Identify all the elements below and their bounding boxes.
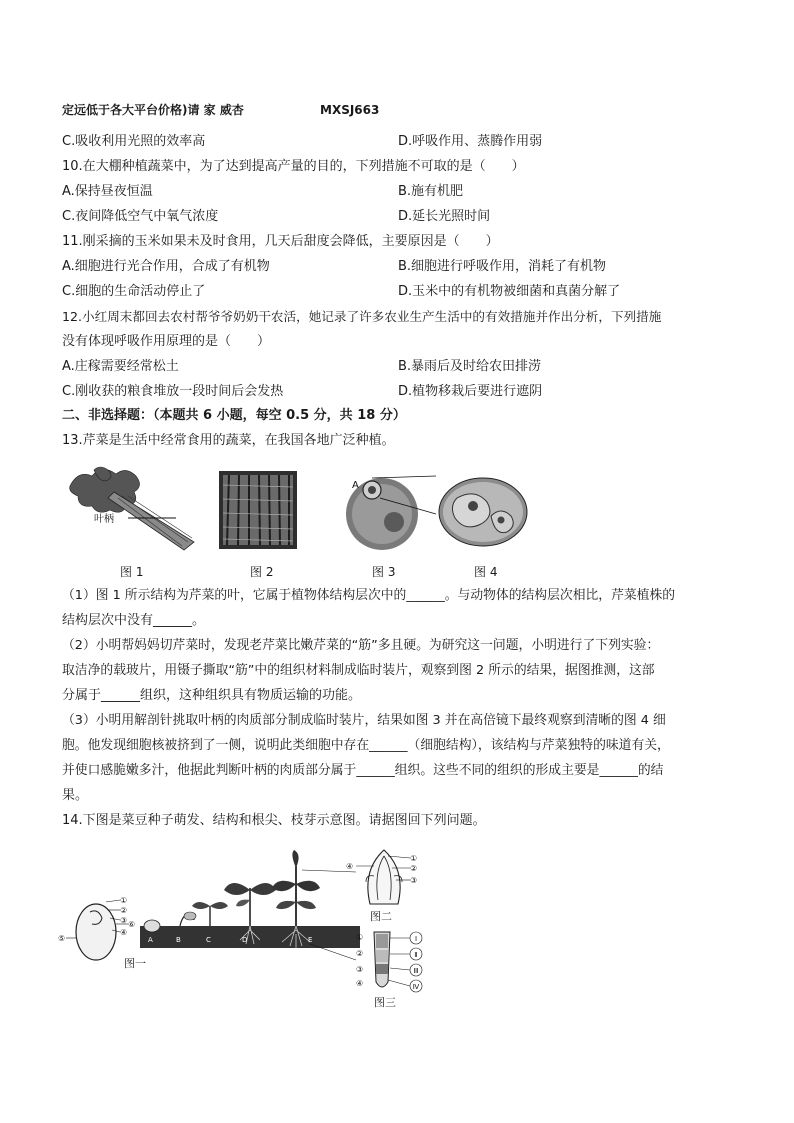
bean-seed <box>76 904 116 960</box>
q11-stem: 11.刚采摘的玉米如果未及时食用，几天后甜度会降低，主要原因是（ ） <box>62 234 499 249</box>
q13-intro: 13.芹菜是生活中经常食用的蔬菜，在我国各地广泛种植。 <box>62 433 395 448</box>
stage-e-label: E <box>308 936 313 944</box>
figure-two-caption: 图二 <box>370 910 392 923</box>
q9-option-d: D.呼吸作用、蒸腾作用弱 <box>398 134 543 149</box>
figure-3-low-power-view <box>336 470 436 552</box>
q13-part2-line1: （2）小明帮妈妈切芹菜时，发现老芹菜比嫩芹菜的“筋”多且硬。为研究这一问题，小明进行了下列实验： <box>62 638 660 653</box>
q13-part3-line2: 胞。他发现细胞核被挤到了一侧，说明此类细胞中存在______（细胞结构），该结构与芹菜独特的味道有关， <box>62 738 670 753</box>
seed-label-4: ④ <box>120 928 128 937</box>
q12-stem-line2: 没有体现呼吸作用原理的是（ ） <box>62 334 271 349</box>
q13-part2-line2: 取洁净的载玻片，用镊子撕取“筋”中的组织材料制成临时装片，观察到图 2 所示的结果，据图推测，这部 <box>62 663 655 678</box>
header-promo: 定远低于各大平台价格)请 家 威杏 <box>62 103 244 117</box>
seed-label-3: ③ <box>120 916 128 925</box>
root-label-1: ① <box>356 933 364 942</box>
q12-option-b: B.暴雨后及时给农田排涝 <box>398 359 542 374</box>
root-label-4: ④ <box>356 979 364 988</box>
bud-label-4: ④ <box>346 862 354 871</box>
stage-b-label: B <box>176 936 181 944</box>
figure-one-caption: 图一 <box>124 957 146 970</box>
figure-2-micrograph <box>219 471 297 549</box>
figure-3-point-label: A <box>352 480 359 491</box>
section2-title: 二、非选择题：（本题共 6 小题，每空 0.5 分，共 18 分） <box>62 408 406 423</box>
header-code: MXSJ663 <box>320 103 380 117</box>
root-label-2: ② <box>356 949 364 958</box>
bud-label-2: ② <box>410 864 418 873</box>
root-label-3: ③ <box>356 965 364 974</box>
q13-part3-line3: 并使口感脆嫩多汁，他据此判断叶柄的肉质部分属于______组织。这些不同的组织的形成主要是______的结 <box>62 763 664 778</box>
q12-stem-line1: 12.小红周末都回去农村帮爷爷奶奶干农活，她记录了许多农业生产生活中的有效措施并作出分析，下列措施 <box>62 309 662 324</box>
q10-option-c: C.夜间降低空气中氧气浓度 <box>62 209 219 224</box>
seed-label-2: ② <box>120 906 128 915</box>
q11-option-b: B.细胞进行呼吸作用，消耗了有机物 <box>398 259 607 274</box>
bud-label-1: ① <box>410 854 418 863</box>
seed-label-5: ⑤ <box>58 934 66 943</box>
seed-label-6: ⑥ <box>128 920 136 929</box>
figure-three-caption: 图三 <box>374 996 396 1009</box>
q13-part2-line3: 分属于______组织，这种组织具有物质运输的功能。 <box>62 688 362 703</box>
figure-one-germination <box>60 850 360 970</box>
bud-label-3: ③ <box>410 876 418 885</box>
root-zone-4: Ⅳ <box>412 983 420 991</box>
q10-option-d: D.延长光照时间 <box>398 209 491 224</box>
q14-stem: 14.下图是菜豆种子萌发、结构和根尖、枝芽示意图。请据图回下列问题。 <box>62 813 486 828</box>
q9-option-c: C.吸收利用光照的效率高 <box>62 134 206 149</box>
figure-two-bud <box>344 846 428 908</box>
q13-part1-line2: 结构层次中没有______。 <box>62 613 206 628</box>
q11-option-a: A.细胞进行光合作用，合成了有机物 <box>62 259 270 274</box>
figure-1-caption: 图 1 <box>120 565 144 579</box>
root-zone-3: Ⅲ <box>413 967 419 975</box>
q13-part3-line1: （3）小明用解剖针挑取叶柄的肉质部分制成临时装片，结果如图 3 并在高倍镜下最终观察到清晰的图 4 细 <box>62 713 666 728</box>
figure-2-caption: 图 2 <box>250 565 274 579</box>
q13-part1-line1: （1）图 1 所示结构为芹菜的叶，它属于植物体结构层次中的______。与动物体的结构层次相比，芹菜植株的 <box>62 588 676 603</box>
figure-1-celery <box>64 462 214 554</box>
q12-option-a: A.庄稼需要经常松土 <box>62 359 179 374</box>
figure-1-petiole-label: 叶柄 <box>94 514 114 525</box>
q11-option-c: C.细胞的生命活动停止了 <box>62 284 206 299</box>
q10-option-a: A.保持昼夜恒温 <box>62 184 153 199</box>
root-zone-1: Ⅰ <box>414 935 418 943</box>
root-zone-2: Ⅱ <box>414 951 418 959</box>
q13-part3-line4: 果。 <box>62 788 89 803</box>
figure-4-caption: 图 4 <box>474 565 498 579</box>
q11-option-d: D.玉米中的有机物被细菌和真菌分解了 <box>398 284 621 299</box>
figure-3-caption: 图 3 <box>372 565 396 579</box>
figure-three-root-tip <box>354 930 432 994</box>
q12-option-c: C.刚收获的粮食堆放一段时间后会发热 <box>62 384 284 399</box>
figure-4-high-power-cells <box>437 476 529 548</box>
seed-label-1: ① <box>120 896 128 905</box>
stage-a-label: A <box>148 936 153 944</box>
q10-stem: 10.在大棚种植蔬菜中，为了达到提高产量的目的，下列措施不可取的是（ ） <box>62 159 525 174</box>
stage-d-label: D <box>242 936 248 944</box>
stage-c-label: C <box>206 936 211 944</box>
q10-option-b: B.施有机肥 <box>398 184 464 199</box>
q12-option-d: D.植物移栽后要进行遮阴 <box>398 384 543 399</box>
